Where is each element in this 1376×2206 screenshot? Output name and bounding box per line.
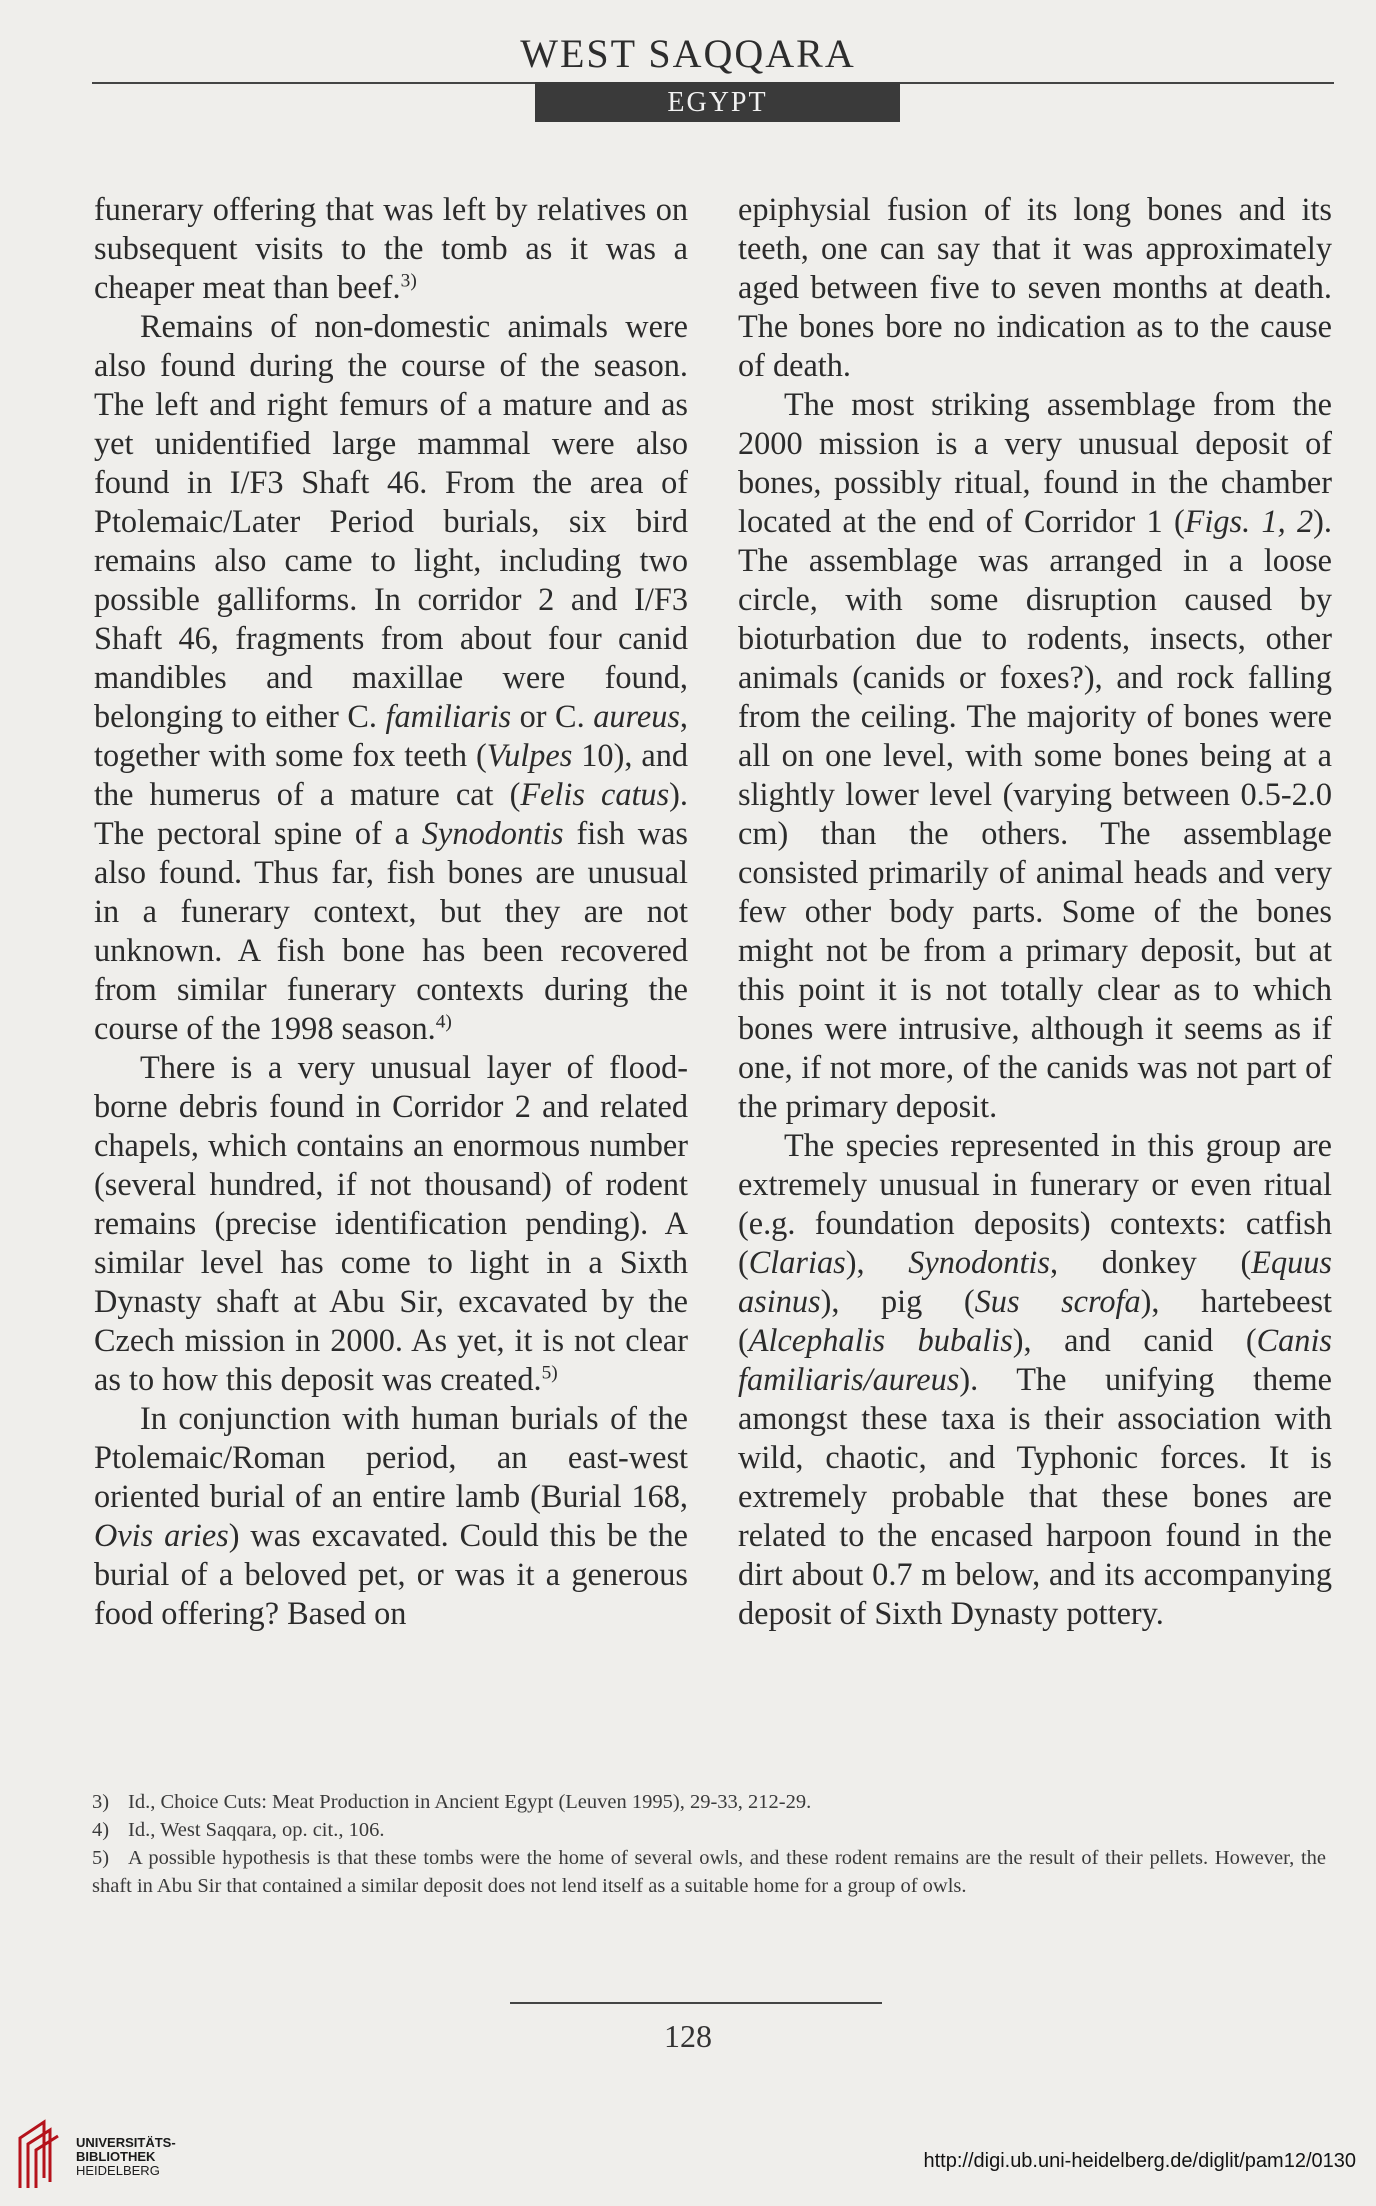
paragraph: epiphysial fusion of its long bones and its teeth, one can say that it was approximately aged between five to seven months at death. The bones bore no indication as to the cause of death. xyxy=(738,191,1332,383)
footnotes xyxy=(92,1788,1326,1900)
right-column xyxy=(738,190,1332,1633)
page-number-rule xyxy=(510,2002,882,2004)
paragraph: Remains of non-domestic animals were also found during the course of the season. The left and right femurs of a mature and as yet unidentified large mammal were also found in I/F3 Shaft 46. From the area of Ptolemaic/Later Period burials, six bird remains also came to light, including two possible galliforms. In corridor 2 and I/F3 Shaft 46, fragments from about four canid mandibles and maxillae were found, belonging to either C. familiaris or C. aureus, together with some fox teeth (Vulpes 10), and the humerus of a mature cat (Felis catus). The pectoral spine of a Synodontis fish was also found. Thus far, fish bones are unusual in a funerary context, but they are not unknown. A fish bone has been recovered from similar funerary contexts during the course of the 1998 season.$^{4)}$ xyxy=(94,308,688,1046)
library-logo-icon xyxy=(14,2118,70,2190)
footnote-ref[interactable]: 5) xyxy=(541,1362,558,1384)
section-label: EGYPT xyxy=(535,82,900,122)
paragraph: There is a very unusual layer of flood-borne debris found in Corridor 2 and related chapels, which contains an enormous number (several hundred, if not thousand) of rodent remains (precise identification pending). A similar level has come to light in a Sixth Dynasty shaft at Abu Sir, excavated by the Czech mission in 2000. As yet, it is not clear as to how this deposit was created.$^{5)}$ xyxy=(94,1049,688,1397)
footnote: 3) Id., Choice Cuts: Meat Production in Ancient Egypt (Leuven 1995), 29-33, 212-29. xyxy=(92,1791,812,1813)
library-name: UNIVERSITÄTS- BIBLIOTHEK HEIDELBERG xyxy=(76,2135,176,2178)
source-url-link[interactable]: http://digi.ub.uni-heidelberg.de/diglit/pam12/0130 xyxy=(923,2150,1356,2172)
paragraph: funerary offering that was left by relatives on subsequent visits to the tomb as it was a cheaper meat than beef.$^{3)}$ xyxy=(94,191,688,305)
library-logo xyxy=(14,2118,244,2190)
footnote-ref[interactable]: 4) xyxy=(435,1011,452,1033)
footnote: 5) A possible hypothesis is that these tombs were the home of several owls, and these rodent remains are the result of their pellets. However, the shaft in Abu Sir that contained a similar deposit does not lend itself as a suitable home for a group of owls. xyxy=(92,1847,1326,1897)
paragraph: The species represented in this group are extremely unusual in funerary or even ritual (e.g. foundation deposits) contexts: catfish (Clarias), Synodontis, donkey (Equus asinus), pig (Sus scrofa), hartebeest (Alcephalis bubalis), and canid (Canis familiaris/aureus). The unifying theme amongst these taxa is their association with wild, chaotic, and Typhonic forces. It is extremely probable that these bones are related to the encased harpoon found in the dirt about 0.7 m below, and its accompanying deposit of Sixth Dynasty pottery. xyxy=(738,1127,1332,1631)
page-number: 128 xyxy=(664,2018,712,2054)
running-header-title: WEST SAQQARA xyxy=(520,31,856,76)
paragraph: The most striking assemblage from the 2000 mission is a very unusual deposit of bones, possibly ritual, found in the chamber located at the end of Corridor 1 (Figs. 1, 2). The assemblage was arranged in a loose circle, with some disruption caused by bioturbation due to rodents, insects, other animals (canids or foxes?), and rock falling from the ceiling. The majority of bones were all on one level, with some bones being at a slightly lower level (varying between 0.5-2.0 cm) than the others. The assemblage consisted primarily of animal heads and very few other body parts. Some of the bones might not be from a primary deposit, but at this point it is not totally clear as to which bones were intrusive, although it seems as if one, if not more, of the canids was not part of the primary deposit. xyxy=(738,386,1332,1124)
footnote-ref[interactable]: 3) xyxy=(400,270,417,292)
paragraph: In conjunction with human burials of the Ptolemaic/Roman period, an east-west oriented burial of an entire lamb (Burial 168, Ovis aries) was excavated. Could this be the burial of a beloved pet, or was it a generous food offering? Based on xyxy=(94,1400,688,1631)
left-column xyxy=(94,190,688,1633)
footnote: 4) Id., West Saqqara, op. cit., 106. xyxy=(92,1819,385,1841)
